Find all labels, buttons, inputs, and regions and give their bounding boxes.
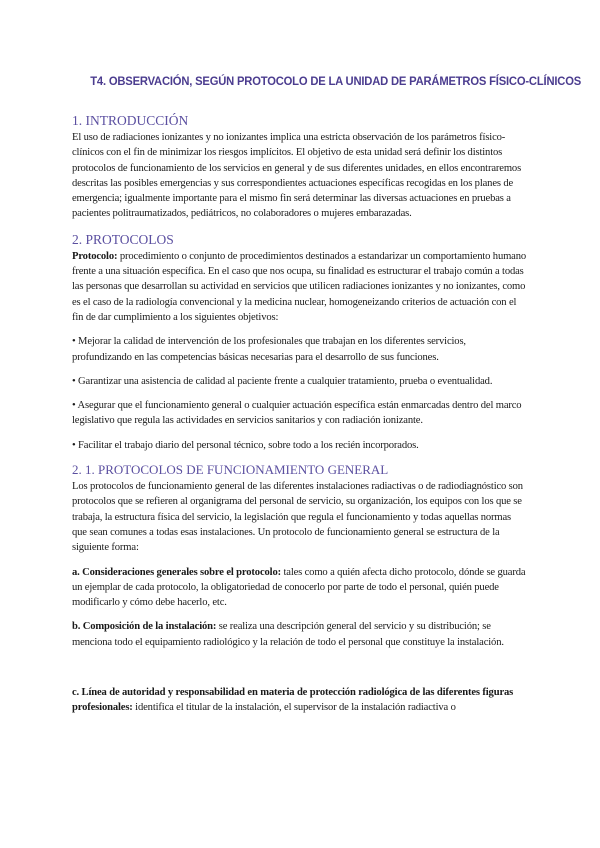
list-item-b <box>72 619 528 650</box>
list-item-a-label: a. Consideraciones generales sobre el protocolo: <box>72 566 281 578</box>
funcionamiento-general-paragraph: Los protocolos de funcionamiento general de las diferentes instalaciones radiactivas o de radiodiagnóstico son protocolos que se refieren al organigrama del personal de servicio, su organización, los equipos con los que se trabaja, la estructura física del servicio, la legislación que regula el funcionamiento y todas aquellas normas que sean comunes a todas esas instalaciones. Un protocolo de funcionamiento general se estructura de la siguiente forma: <box>72 481 523 554</box>
objective-bullet: • Mejorar la calidad de intervención de los profesionales que trabajan en los diferentes servicios, profundizando en las competencias básicas necesarias para el desarrollo de sus funciones. <box>72 336 466 363</box>
objective-bullet: • Facilitar el trabajo diario del personal técnico, sobre todo a los recién incorporados. <box>72 439 419 451</box>
objective-bullet: • Garantizar una asistencia de calidad al paciente frente a cualquier tratamiento, prueba o eventualidad. <box>72 375 493 387</box>
list-item-c-label: c. Línea de autoridad y responsabilidad en materia de protección radiológica de las diferentes figuras profesionales: <box>72 687 514 714</box>
protocolo-label: Protocolo: <box>72 250 118 262</box>
section-heading-funcionamiento-general: 2. 1. PROTOCOLOS DE FUNCIONAMIENTO GENERAL <box>72 462 389 478</box>
document-page <box>72 68 582 716</box>
section-heading-protocolos: 2. PROTOCOLOS <box>72 231 174 247</box>
list-item-c <box>72 685 528 716</box>
protocolo-definition-paragraph <box>72 249 528 325</box>
list-item-b-label: b. Composición de la instalación: <box>72 621 217 633</box>
section-heading-introduccion: 1. INTRODUCCIÓN <box>72 113 189 128</box>
list-item-a <box>72 565 528 611</box>
introduccion-paragraph: El uso de radiaciones ionizantes y no ionizantes implica una estricta observación de los parámetros físico-clínicos con el fin de minimizar los riesgos implícitos. El objetivo de esta unidad será definir los distintos protocolos de funcionamiento de los servicios en general y de sus diferentes unidades, en ellos encontraremos descritas las posibles emergencias y sus correspondientes actuaciones específicas recogidas en los planes de emergencia; igualmente importante para el mismo fin será determinar las diversas actuaciones en pruebas a pacientes politraumatizados, pediátricos, no colaboradores o mujeres embarazadas. <box>72 132 522 220</box>
list-item-c-text: identifica el titular de la instalación, el supervisor de la instalación radiactiva o <box>132 702 456 714</box>
document-title: T4. OBSERVACIÓN, SEGÚN PROTOCOLO DE LA UNIDAD DE PARÁMETROS FÍSICO-CLÍNICOS <box>90 74 582 88</box>
protocolo-definition-text: procedimiento o conjunto de procedimientos destinados a estandarizar un comportamiento humano frente a una situación específica. En el caso que nos ocupa, su finalidad es estructurar el trabajo común a todas las personas que desarrollan su actividad en servicios que utilicen radiaciones ionizantes y no ionizantes, como es el caso de la radiología convencional y la medicina nuclear, homogeneizando criterios de actuación con el fin de dar cumplimiento a los siguientes objetivos: <box>72 250 527 323</box>
list-item-b-text: se realiza una descripción general del servicio y su distribución; se menciona todo el equipamiento radiológico y la relación de todo el personal que constituye la instalación. <box>72 621 504 648</box>
list-item-a-text: tales como a quién afecta dicho protocolo, dónde se guarda un ejemplar de cada protocolo, la obligatoriedad de conocerlo por parte de todo el personal, quién puede modificarlo y cómo debe hacerlo, etc. <box>72 566 526 609</box>
objective-bullet: • Asegurar que el funcionamiento general o cualquier actuación específica están enmarcadas dentro del marco legislativo que regula las actividades en servicios sanitarios y con radiación ionizante. <box>72 400 522 427</box>
